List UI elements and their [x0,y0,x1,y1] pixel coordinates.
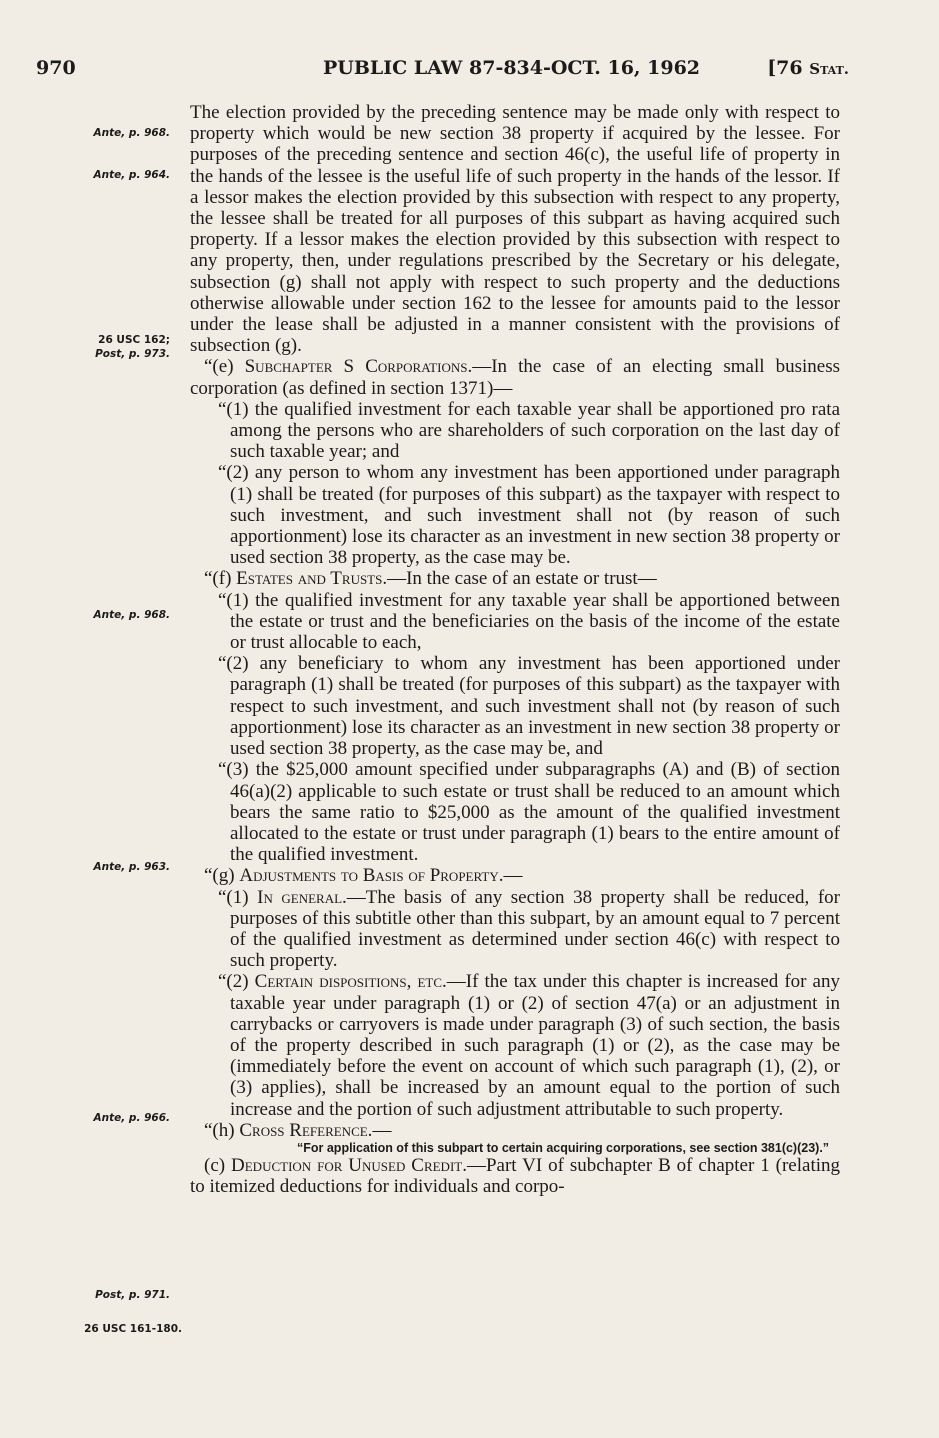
running-title: PUBLIC LAW 87-834-OCT. 16, 1962 [323,57,701,79]
subsection-f: “(f) Estates and Trusts.—In the case of an estate or trust— [204,568,657,590]
paragraph-heading: Certain dispositions, etc. [254,971,447,993]
paragraph-heading: In general. [257,886,347,908]
subsection-heading: Adjustments to Basis of Property. [239,865,504,887]
paragraph: “(1) In general.—The basis of any section 38 property shall be reduced, for purposes of this subtitle other than this subpart, by an amount equal to 7 percent of the qualified investment as determined under section 46(c) with respect to such property. [218,886,840,972]
subsection-heading: Estates and Trusts. [236,568,388,590]
margin-note: 26 USC 162; [98,334,170,346]
margin-note: Ante, p. 964. [93,169,170,181]
subsection-h: “(h) Cross Reference.— [204,1119,392,1141]
subsection-heading: Subchapter S Corporations. [244,356,473,378]
paragraph: “(2) any beneficiary to whom any investment has been apportioned under paragraph (1) shall be treated (for purposes of this subpart) as the taxpayer with respect to such investment, and such investment shall not (by reason of such apportionment) lose its character as an investment in new section 38 property or used section 38 property, as the case may be, and [218,653,840,760]
margin-note: Post, p. 971. [95,1289,170,1301]
margin-note: Ante, p. 968. [93,609,170,621]
margin-note: Post, p. 973. [95,348,170,360]
page-header [36,57,849,87]
subsection-heading: Cross Reference. [239,1119,373,1141]
statute-volume: [76 Stat. [767,57,849,79]
margin-note: Ante, p. 968. [93,127,170,139]
margin-note: Ante, p. 963. [93,861,170,873]
cross-reference-note: “For application of this subpart to certain acquiring corporations, see section 381(c)(23).” [297,1140,830,1155]
paragraph: “(1) the qualified investment for each taxable year shall be apportioned pro rata among the persons who are shareholders of such corporation on the last day of such taxable year; and [218,398,840,463]
subsection-heading: Deduction for Unused Credit. [231,1154,467,1176]
margin-note: 26 USC 161-180. [84,1323,182,1335]
paragraph: The election provided by the preceding sentence may be made only with respect to property which would be new section 38 property if acquired by the lessee. For purposes of the preceding sentence and section 46(c), the useful life of property in the hands of the lessee is the useful life of such property in the hands of the lessor. If a lessor makes the election provided by this subsection with respect to any property, the lessee shall be treated for all purposes of this subpart as having acquired such property. If a lessor makes the election provided by this subsection with respect to any property, then, under regulations prescribed by the Secretary or his delegate, subsection (g) shall not apply with respect to such property and the deductions otherwise allowable under section 162 to the lessee for amounts paid to the lessor under the lease shall be adjusted in a manner consistent with the provisions of subsection (g). [190,102,840,357]
subsection-g: “(g) Adjustments to Basis of Property.— [204,865,523,887]
page-number: 970 [36,57,76,79]
margin-note: Ante, p. 966. [93,1112,170,1124]
subsection-e: “(e) Subchapter S Corporations.—In the case of an electing small business corporation (as defined in section 1371)— [190,356,840,399]
paragraph: “(1) the qualified investment for any taxable year shall be apportioned between the estate or trust and the beneficiaries on the basis of the income of the estate or trust allocable to each, [218,589,840,654]
paragraph: “(2) Certain dispositions, etc.—If the tax under this chapter is increased for any taxable year under paragraph (1) or (2) of section 47(a) or an adjustment in carrybacks or carryovers is made under paragraph (3) of such section, the basis of the property described in such paragraph (1) or (2), as the case may be (immediately before the event on account of which such paragraph (1), (2), or (3) applies), shall be increased by an amount equal to the portion of such increase and the portion of such adjustment attributable to such property. [218,971,840,1120]
paragraph: “(3) the $25,000 amount specified under subparagraphs (A) and (B) of section 46(a)(2) applicable to such estate or trust shall be reduced to an amount which bears the same ratio to $25,000 as the amount of the qualified investment allocated to the estate or trust under paragraph (1) bears to the entire amount of the qualified investment. [218,759,840,866]
subsection-c: (c) Deduction for Unused Credit.—Part VI of subchapter B of chapter 1 (relating to itemized deductions for individuals and corpo- [190,1154,841,1198]
statute-body [190,102,840,1197]
paragraph: “(2) any person to whom any investment has been apportioned under paragraph (1) shall be treated (for purposes of this subpart) as the taxpayer with respect to such investment, and such investment shall not (by reason of such apportionment) lose its character as an investment in new section 38 property or used section 38 property, as the case may be. [218,462,840,569]
